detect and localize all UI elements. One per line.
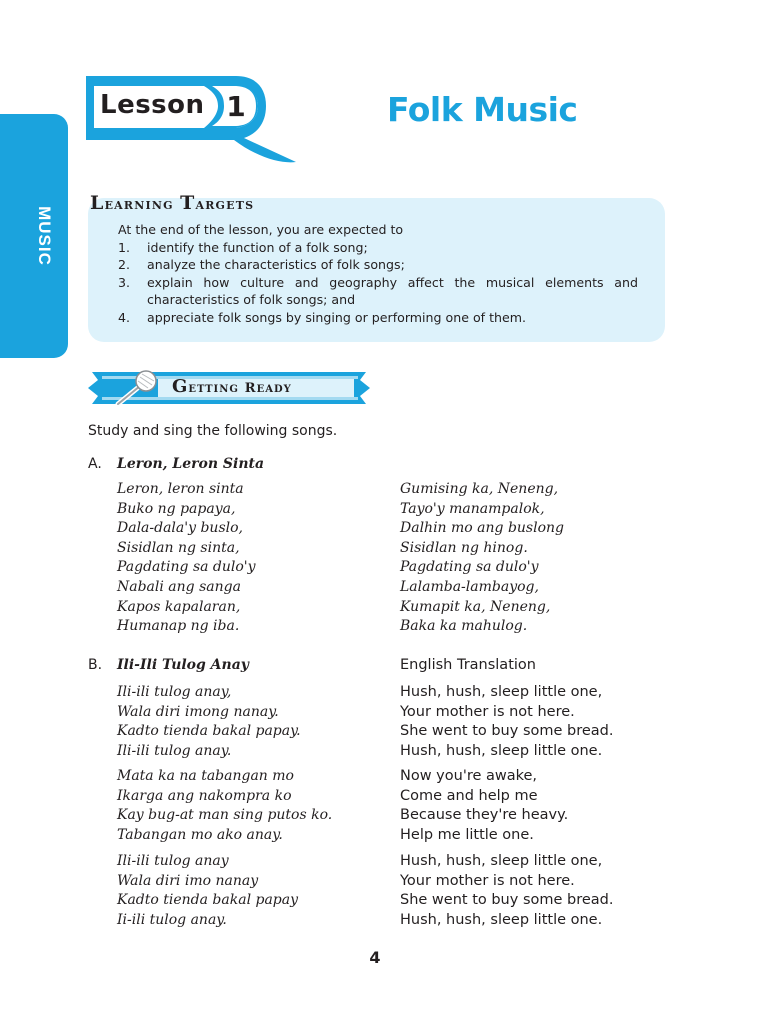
lyric-line: Tabangan mo ako anay. xyxy=(117,826,283,843)
list-item: 4. appreciate folk songs by singing or performing one of them. xyxy=(118,309,527,325)
speech-bubble-icon xyxy=(86,72,306,168)
lyric-line: Kapos kapalaran, xyxy=(117,598,241,615)
list-item: 3. explain how culture and geography affect the musical elements and characteristics of folk songs; and xyxy=(118,274,638,308)
lyric-line: Ii-ili tulog anay. xyxy=(117,911,227,928)
song-b-title: Ili-Ili Tulog Anay xyxy=(117,657,249,673)
lyric-line: Kadto tienda bakal papay xyxy=(117,892,299,909)
getting-ready-banner xyxy=(88,366,372,410)
translation-line: Now you're awake, xyxy=(400,768,538,784)
lyric-line: Dala-dala'y buslo, xyxy=(117,520,243,537)
lyric-line: Leron, leron sinta xyxy=(117,481,244,497)
song-b-stanza-2-lyrics xyxy=(117,767,332,845)
translation-line: Hush, hush, sleep little one, xyxy=(400,684,603,700)
song-a-right-stanza xyxy=(400,480,564,637)
lyric-line: Sisidlan ng sinta, xyxy=(117,539,240,556)
song-b-letter: B. xyxy=(88,657,103,673)
lyric-line: Gumising ka, Neneng, xyxy=(400,481,559,497)
lyric-line: Wala diri imo nanay xyxy=(117,872,259,889)
lyric-line: Ili-ili tulog anay xyxy=(117,853,229,869)
song-a-left-stanza xyxy=(117,480,256,637)
song-b-stanza-3-lyrics xyxy=(117,852,298,930)
translation-line: Your mother is not here. xyxy=(400,872,575,889)
translation-line: Because they're heavy. xyxy=(400,807,569,824)
translation-line: Hush, hush, sleep little one. xyxy=(400,911,603,928)
instruction-text: Study and sing the following songs. xyxy=(88,423,338,439)
translation-line: Help me little one. xyxy=(400,826,534,843)
lyric-line: Pagdating sa dulo'y xyxy=(400,559,539,576)
lyric-line: Wala diri imong nanay. xyxy=(117,703,279,720)
learning-targets-heading: Learning Targets xyxy=(90,192,255,214)
song-a-letter: A. xyxy=(88,456,102,472)
lyric-line: Kadto tienda bakal papay. xyxy=(117,723,301,740)
lyric-line: Ili-ili tulog anay, xyxy=(117,684,232,700)
page-title: Folk Music xyxy=(387,90,578,129)
lesson-number: 1 xyxy=(226,90,246,123)
lyric-line: Humanap ng iba. xyxy=(117,618,240,635)
learning-targets-intro: At the end of the lesson, you are expected to xyxy=(118,222,404,237)
song-b-stanza-1-lyrics xyxy=(117,683,301,761)
song-a-title: Leron, Leron Sinta xyxy=(117,456,265,472)
translation-line: Come and help me xyxy=(400,787,538,804)
song-b-stanza-1-translation xyxy=(400,683,614,761)
translation-line: Hush, hush, sleep little one, xyxy=(400,853,603,869)
lesson-badge xyxy=(86,72,306,168)
page-number: 4 xyxy=(369,948,381,967)
lyric-line: Buko ng papaya, xyxy=(117,500,236,517)
translation-line: She went to buy some bread. xyxy=(400,723,614,740)
lyric-line: Pagdating sa dulo'y xyxy=(117,559,256,576)
list-item: 2. analyze the characteristics of folk songs; xyxy=(118,257,405,273)
translation-line: She went to buy some bread. xyxy=(400,892,614,909)
lyric-line: Ikarga ang nakompra ko xyxy=(117,787,292,804)
lyric-line: Mata ka na tabangan mo xyxy=(117,768,294,784)
lyric-line: Lalamba-lambayog, xyxy=(400,578,539,595)
lyric-line: Nabali ang sanga xyxy=(117,578,241,595)
lyric-line: Dalhin mo ang buslong xyxy=(400,520,564,537)
translation-line: Your mother is not here. xyxy=(400,703,575,720)
translation-header: English Translation xyxy=(400,657,536,673)
lyric-line: Ili-ili tulog anay. xyxy=(117,742,232,759)
learning-targets-list xyxy=(118,239,638,326)
song-b-stanza-2-translation xyxy=(400,767,568,845)
translation-line: Hush, hush, sleep little one. xyxy=(400,742,603,759)
getting-ready-heading: Getting ready xyxy=(172,376,292,397)
lyric-line: Kumapit ka, Neneng, xyxy=(400,598,551,615)
lyric-line: Tayo'y manampalok, xyxy=(400,500,545,517)
song-b-stanza-3-translation xyxy=(400,852,614,930)
lyric-line: Baka ka mahulog. xyxy=(400,618,528,635)
lyric-line: Kay bug-at man sing putos ko. xyxy=(117,807,333,824)
lesson-label: Lesson xyxy=(100,90,205,120)
lyric-line: Sisidlan ng hinog. xyxy=(400,539,528,556)
list-item: 1. identify the function of a folk song; xyxy=(118,240,368,255)
side-tab-label: MUSIC xyxy=(35,206,54,266)
